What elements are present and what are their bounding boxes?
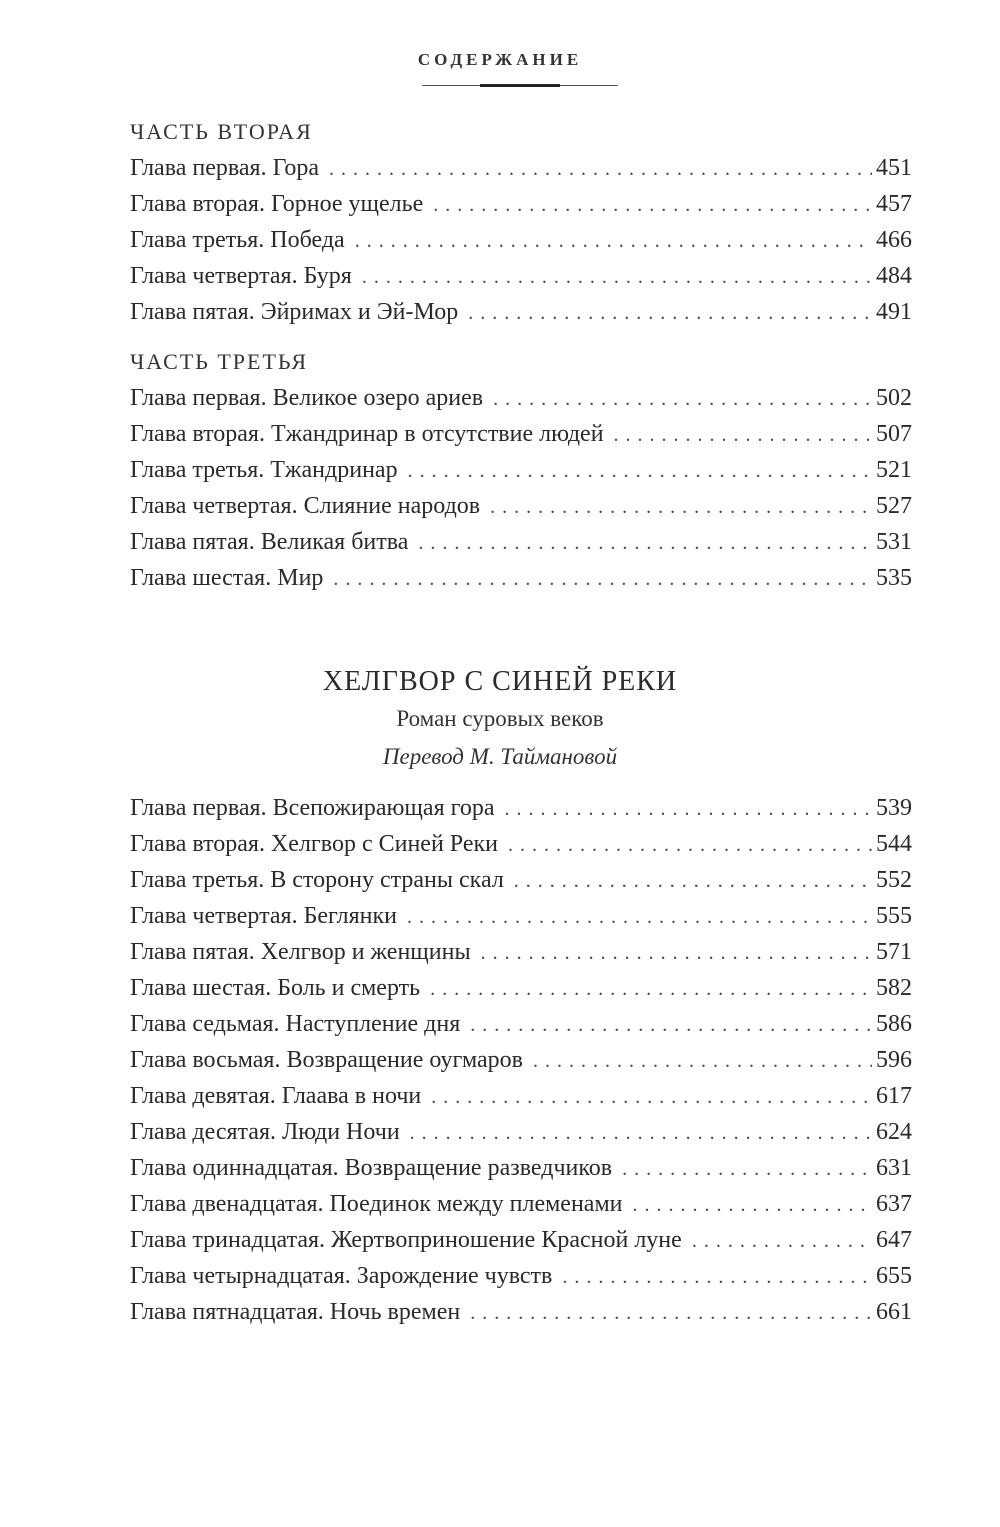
toc-entry — [130, 1042, 912, 1078]
page-number: 582 — [876, 975, 912, 1001]
toc-part-three — [130, 344, 912, 596]
page-number: 539 — [876, 795, 912, 821]
chapter-title: Глава восьмая. Возвращение оугмаров — [130, 1047, 524, 1073]
toc-entry — [130, 186, 912, 222]
dot-leader — [468, 295, 872, 331]
part-title: ЧАСТЬ ВТОРАЯ — [130, 119, 313, 144]
toc-entry — [130, 1258, 912, 1294]
chapter-title: Глава пятая. Эйримах и Эй-Мор — [130, 299, 459, 325]
chapter-title: Глава вторая. Тжандринар в отсутствие людей — [130, 421, 604, 447]
page-number: 535 — [876, 565, 912, 591]
page-number: 624 — [876, 1119, 912, 1145]
toc-entry — [130, 488, 912, 524]
chapter-title: Глава вторая. Хелгвор с Синей Реки — [130, 831, 498, 857]
chapter-title: Глава одиннадцатая. Возвращение разведчиков — [130, 1155, 613, 1181]
page-number: 507 — [876, 421, 912, 447]
dot-leader — [490, 489, 872, 525]
dot-leader — [418, 525, 872, 561]
dot-leader — [493, 381, 872, 417]
page-number: 457 — [876, 191, 912, 217]
dot-leader — [481, 935, 872, 971]
dot-leader — [614, 417, 872, 453]
dot-leader — [470, 1295, 872, 1331]
dot-leader — [562, 1259, 872, 1295]
chapter-title: Глава тринадцатая. Жертвоприношение Красной луне — [130, 1227, 682, 1253]
chapter-title: Глава седьмая. Наступление дня — [130, 1011, 461, 1037]
toc-entry — [130, 1078, 912, 1114]
page-number: 596 — [876, 1047, 912, 1073]
page-number: 637 — [876, 1191, 912, 1217]
page-number: 631 — [876, 1155, 912, 1181]
toc-entry — [130, 416, 912, 452]
page-number: 527 — [876, 493, 912, 519]
toc-entry — [130, 790, 912, 826]
page-number: 451 — [876, 155, 912, 181]
dot-leader — [407, 899, 872, 935]
chapter-title: Глава третья. В сторону страны скал — [130, 867, 504, 893]
dot-leader — [622, 1151, 872, 1187]
page-number: 586 — [876, 1011, 912, 1037]
dot-leader — [362, 259, 872, 295]
toc-entry — [130, 898, 912, 934]
toc-entry — [130, 380, 912, 416]
chapter-title: Глава двенадцатая. Поединок между племенами — [130, 1191, 623, 1217]
chapter-title: Глава шестая. Мир — [130, 565, 324, 591]
page-number: 571 — [876, 939, 912, 965]
part-title: ЧАСТЬ ТРЕТЬЯ — [130, 349, 309, 374]
page-number: 647 — [876, 1227, 912, 1253]
dot-leader — [410, 1115, 872, 1151]
dot-leader — [692, 1223, 872, 1259]
chapter-title: Глава первая. Всепожирающая гора — [130, 795, 495, 821]
chapter-title: Глава пятая. Великая битва — [130, 529, 409, 555]
chapter-title: Глава четвертая. Беглянки — [130, 903, 397, 929]
dot-leader — [333, 561, 872, 597]
dot-leader — [430, 971, 872, 1007]
toc-entry — [130, 452, 912, 488]
header-rule-thick — [480, 84, 560, 87]
toc-entry — [130, 1006, 912, 1042]
toc-entry — [130, 222, 912, 258]
header-rule — [422, 84, 618, 87]
toc-part-two — [130, 114, 912, 330]
novel-translator: Перевод М. Таймановой — [382, 744, 618, 769]
page-number: 502 — [876, 385, 912, 411]
page-number: 655 — [876, 1263, 912, 1289]
chapter-title: Глава девятая. Глаава в ночи — [130, 1083, 422, 1109]
page-number: 484 — [876, 263, 912, 289]
toc-entry — [130, 1186, 912, 1222]
toc-entry — [130, 826, 912, 862]
chapter-title: Глава четвертая. Слияние народов — [130, 493, 481, 519]
toc-entry — [130, 258, 912, 294]
chapter-title: Глава пятая. Хелгвор и женщины — [130, 939, 471, 965]
page-number: 531 — [876, 529, 912, 555]
dot-leader — [329, 151, 872, 187]
page-number: 544 — [876, 831, 912, 857]
dot-leader — [431, 1079, 872, 1115]
chapter-title: Глава первая. Великое озеро ариев — [130, 385, 484, 411]
dot-leader — [632, 1187, 872, 1223]
page-number: 555 — [876, 903, 912, 929]
toc-entry — [130, 1294, 912, 1330]
dot-leader — [433, 187, 872, 223]
toc-entry — [130, 294, 912, 330]
chapter-title: Глава пятнадцатая. Ночь времен — [130, 1299, 461, 1325]
chapter-title: Глава первая. Гора — [130, 155, 319, 181]
novel-title: ХЕЛГВОР С СИНЕЙ РЕКИ — [322, 666, 678, 697]
toc-entry — [130, 524, 912, 560]
chapter-title: Глава третья. Победа — [130, 227, 345, 253]
dot-leader — [470, 1007, 872, 1043]
chapter-title: Глава шестая. Боль и смерть — [130, 975, 421, 1001]
chapter-title: Глава вторая. Горное ущелье — [130, 191, 424, 217]
dot-leader — [355, 223, 872, 259]
toc-entry — [130, 150, 912, 186]
dot-leader — [514, 863, 872, 899]
page-number: 552 — [876, 867, 912, 893]
toc-entry — [130, 1114, 912, 1150]
page-number: 521 — [876, 457, 912, 483]
dot-leader — [508, 827, 872, 863]
dot-leader — [533, 1043, 872, 1079]
page-number: 491 — [876, 299, 912, 325]
running-head: СОДЕРЖАНИЕ — [417, 50, 583, 69]
chapter-title: Глава четвертая. Буря — [130, 263, 352, 289]
novel-subtitle: Роман суровых веков — [396, 706, 604, 731]
chapter-title: Глава третья. Тжандринар — [130, 457, 398, 483]
dot-leader — [408, 453, 872, 489]
toc-entry — [130, 862, 912, 898]
page-number: 661 — [876, 1299, 912, 1325]
toc-novel — [130, 790, 912, 1330]
toc-entry — [130, 934, 912, 970]
dot-leader — [505, 791, 873, 827]
toc-entry — [130, 1222, 912, 1258]
chapter-title: Глава десятая. Люди Ночи — [130, 1119, 400, 1145]
toc-entry — [130, 970, 912, 1006]
toc-entry — [130, 560, 912, 596]
chapter-title: Глава четырнадцатая. Зарождение чувств — [130, 1263, 553, 1289]
page-number: 466 — [876, 227, 912, 253]
page-number: 617 — [876, 1083, 912, 1109]
toc-entry — [130, 1150, 912, 1186]
